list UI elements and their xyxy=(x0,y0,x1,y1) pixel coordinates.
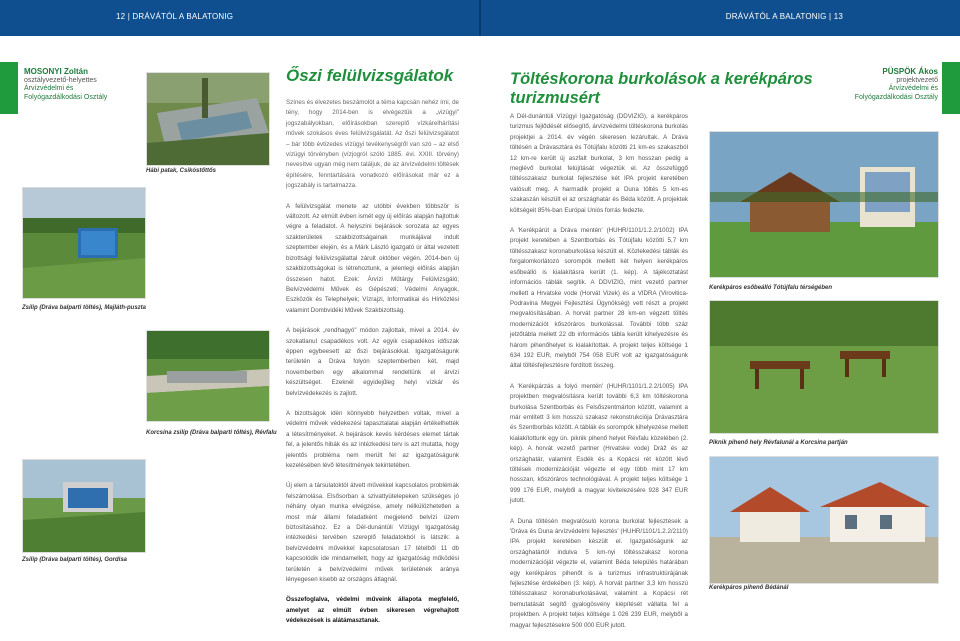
author-dept: Árvízvédelmi és xyxy=(888,85,938,93)
left-article-title: Őszi felülvizsgálatok xyxy=(286,66,454,85)
article-paragraph: A felülvizsgálat menete az utóbbi években többször is változott. Az elmúlt évben ismét egy új előírás alapján hajtottuk végre a feladatot. A helyszíni bejárások sorozata az egyes szakterületek szakbizottságainak munkájával indult szeptember elején, és a Márk László igazgató úr által vezetett bizottsági felülvizsgálattal zárult október végén. 2014-ben új szakbizottságokat is létrehoztunk, a jelenlegi előírás alapján összesen hatot. Ezek: Árvízi Műtárgy Felülvizsgáló; Belvízvédelmi Művek és Gépészeti; Védelmi Anyagok, Eszközök és Telephelyek; Vízrajzi, Informatikai és Hírközlési valamint Dombvidéki Művek Szakbizottság. xyxy=(286,202,459,314)
author-role: osztályvezető-helyettes xyxy=(24,76,97,84)
right-page-header: DRÁVÁTÓL A BALATONIG | 13 xyxy=(725,12,843,21)
caption: Zsilip (Dráva balparti töltés), Gordisa xyxy=(22,557,128,563)
photo-zsilip-majlath xyxy=(22,187,146,299)
article-paragraph: A bejárások „rendhagyó" módon zajlottak, mivel a 2014. év szokatlanul csapadékos volt. Az egyik csapadékos időszak éppen egybeesett az őszi bejárásokkal. Igazgatóságunk területén a Dráva folyón szeptemberben két, majd novemberben egy alkalommal rendeltünk el árvízi készültséget. Ezeknél egyidejűleg helyi vízkár és belvízvédekezés is zajlott. xyxy=(286,327,459,397)
caption: Hábi patak, Csikóstőttős xyxy=(146,168,217,174)
article-paragraph: A Dél-dunántúli Vízügyi Igazgatóság (DDVIZIG), a kerékpáros turizmus fejlődését elősegítő, árvízvédelmi töltéskorona burkolás projektjei a 2014. év végén sikeresen lezárultak. A Dráva töltésén a Drávasztára és Tótújfalu közötti 21 km-es szakaszból 12 km-re került új aszfalt burkolat, 3 km hosszan pedig a meglévő burkolat felújítását végeztük el. Az összefüggő töltésszakasz burkolat fejlesztése két IPA projekt keretében valósult meg. A harmadik projekt a Duna töltés 5 km-es szakaszán készült el az országhatár és Béda között. A projektek költségeit 85%-ban Európai Uniós forrás fedezte. xyxy=(510,113,688,214)
right-accent-bar xyxy=(942,62,960,114)
photo-habi-patak xyxy=(146,72,270,166)
title-line: turizmusért xyxy=(510,89,600,107)
photo-kerekparos-esobeallo xyxy=(709,131,939,278)
caption: Korcsina zsilip (Dráva balparti töltés), Révfalu xyxy=(146,430,277,436)
author-dept: Folyógazdálkodási Osztály xyxy=(24,93,108,101)
caption: Kerékpáros pihenő Bédánál xyxy=(709,585,789,591)
photo-piknik-piheno xyxy=(709,300,939,434)
left-accent-bar xyxy=(0,62,18,114)
photo-pihenes-beda xyxy=(709,456,939,584)
author-dept: Árvízvédelmi és xyxy=(24,85,74,93)
author-role: projektvezető xyxy=(896,76,938,84)
article-paragraph: A 'Kerékpárút a Dráva mentén' (HUHR/1101/1.2.2/1002) IPA projekt keretében a Szentborbás és Tótújfalu közötti 5,7 km töltésszakasz koronaburkolása készült el. Közlekedési táblák és forgalomkorlátozó sorompók mellett két helyen kerékpáros esőbeálló is kialakításra került (1. kép). A tájékoztatást információs táblák segítik. A DDVIZIG, mint vezető partner mellett a Hrvatske vode (Horvát Vizek) és a VIDRA (Virovitica-Podravina Megyei Fejlesztési Ügynökség) vett részt a projekt megvalósításában. A horvát partner 28 km-en végzett töltés modernizációt kőszóráros burkolással. További több száz jelzőtábla mellett 22 db információs tábla került kihelyezésre és három pihenőhelyet is kialakítottak. A projekt teljes költsége 1 634 192 EUR, melyből 754 058 EUR volt az igazgatóságunk által töltésfejlesztésre fordított összeg. xyxy=(510,227,688,370)
left-article-body xyxy=(286,98,459,637)
article-lead: Színes és élvezetes beszámolót a téma kapcsán nehéz írni, de tény, hogy 2014-ben is elvégeztük a „vizügyi" jogszabályokban, előírásokban szereplő vízkárelhárítási művek szokásos éves felülvizsgálatát. Az őszi felülvizsgálatot – bár több évtizedes vízügyi tevékenységről van szó – az első vízügyi törvényben (vízjogról szóló 1885. évi. XXIII. törvény) nevesítve ugyan még nem találjuk, de az árvízvédelmi töltések építésére, fenntartására vonatkozó előírásokat már ez a jogszabály is tartalmazza. xyxy=(286,99,460,190)
article-paragraph: A bizottságok idén könnyebb helyzetben voltak, mivel a védelmi művek védekezési tapasztalatai alapján értékelhették a létesítményeket. A bejárások kevés kérdéses elemet tártak fel, a jelentős hibák és az intézkedési terv is azt mutatta, hogy jelentős probléma nem merült fel az igazgatóságunk kezelésében lévő létesítmények tekintetében. xyxy=(286,409,459,469)
article-paragraph: A 'Kerékpárzás a folyó mentén' (HUHR/1101/1.2.2/1005) IPA projektben megvalósításra került további 6,3 km töltéskorona burkolása Szentborbás és Felsőszentmárton között, valamint a már említett 3 km hosszú szakasz rekonstrukciója Drávasztára és Szentborbás között. A táblák és sorompók kihelyezése mellett kialakítottunk egy ún. piknik pihenő helyet Révfalu közelében (2. kép). A horvát vezető partner (Hrvatske vode) Dráž és az országhatár, valamint Esdék és a Kopácsi rét között lévő töltések modernizációját végezte el egy több mint 17 km hosszan, kőszóráros technológiával. A projekt teljes költsége 1 999 176 EUR, melyből a magyar kivitelezésére 928 347 EUR jutott. xyxy=(510,382,688,505)
photo-zsilip-gordisa xyxy=(22,459,146,553)
article-paragraph: Új elem a társulatoktól átvett művekkel kapcsolatos problémák felszámolása. Elsősorban a szivattyútelepeken szükséges jó néhány olyan munka elvégzése, amely nélkülözhetetlen a most már állami feladatként megjelenő belvízi üzem biztosításához. Ez a Dél-dunántúli Vízügyi Igazgatóság intézkedési tervében szereplő feladatokból is látszik: a belvízvédelmi művekkel kapcsolatosan 17 tételből 11 db kapcsolódik ide mindamellett, hogy az igazgatóság működési területén a belvízvédelmi művek területének aránya lényegesen kisebb az országos átlagnál. xyxy=(286,482,459,584)
author-name: PÜSPÖK Ákos xyxy=(882,67,938,76)
page-header-bar xyxy=(0,0,960,36)
left-author-block xyxy=(24,68,134,102)
left-page-header: 12 | DRÁVÁTÓL A BALATONIG xyxy=(116,12,234,21)
caption: Piknik pihenő hely Révfalunál a Korcsina partján xyxy=(709,440,848,446)
caption: Zsilip (Dráva balparti töltés), Majláth-puszta xyxy=(22,305,147,311)
right-article-body xyxy=(510,112,688,641)
caption: Kerékpáros esőbeálló Tótújfalu térségében xyxy=(709,285,833,291)
spine-divider xyxy=(479,0,481,36)
photo-korcsina xyxy=(146,330,270,422)
right-article-title xyxy=(510,70,813,108)
article-conclusion: Összefoglalva, védelmi műveink állapota megfelelő, amelyet az elmúlt évben sikeresen végrehajtott védekezések is alátámasztanak. xyxy=(286,596,459,625)
author-dept: Folyógazdálkodási Osztály xyxy=(854,93,938,101)
article-paragraph: A Duna töltésén megvalósuló korona burkolat fejlesztések a 'Dráva és Duna árvízvédelmi fejlesztés' (HUHR/1101/1.2.2/2110) IPA projekt keretében készült el. Igazgatóságunk az országhatártól indulva 5 km-nyi töltésszakasz korona modernizációját végezte el, valamint Béda település határában egy kerékpáros pihenőt is a turizmus infrastruktúrájának fejlesztése érdekében (3. kép). A horvát partner 3,3 km hosszú töltésszakasz koronaburkolásával, valamint a Kopácsi rét bemutatását segítő gyalogösvény kiépítését vállalta fel a projektben. A projekt teljes költsége 1 026 239 EUR, melyből a magyar fejlesztésekre 500 000 EUR jutott. xyxy=(510,517,688,629)
author-name: MOSONYI Zoltán xyxy=(24,67,88,76)
right-author-block xyxy=(836,68,938,102)
title-line: Töltéskorona burkolások a kerékpáros xyxy=(510,70,813,88)
